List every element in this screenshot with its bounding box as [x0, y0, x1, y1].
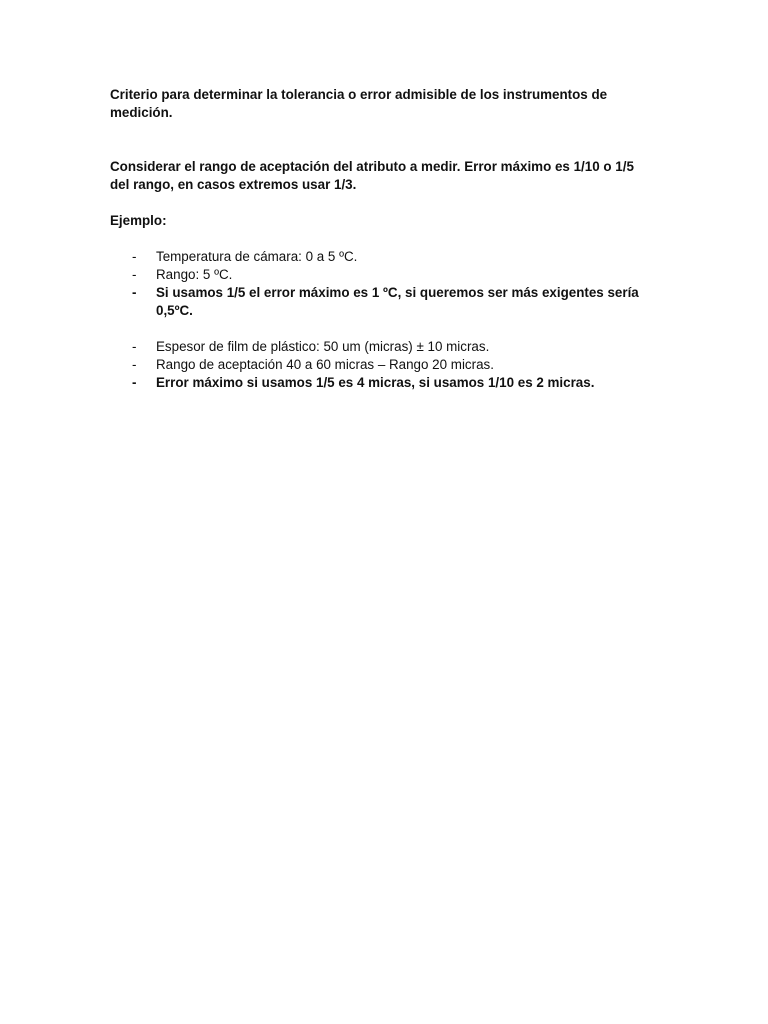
list-item-text: Error máximo si usamos 1/5 es 4 micras, si usamos 1/10 es 2 micras.: [156, 375, 595, 390]
example-list-film: [110, 338, 655, 392]
list-item-text: Espesor de film de plástico: 50 um (micras) ± 10 micras.: [156, 339, 490, 354]
intro-paragraph: Considerar el rango de aceptación del atributo a medir. Error máximo es 1/10 o 1/5 del rango, en casos extremos usar 1/3.: [110, 159, 634, 192]
list-item-text: Temperatura de cámara: 0 a 5 ºC.: [156, 249, 358, 264]
list-item: [110, 248, 655, 266]
bullet-dash: -: [132, 267, 137, 282]
list-item-text: Rango: 5 ºC.: [156, 267, 233, 282]
bullet-dash: -: [132, 249, 137, 264]
bullet-dash: -: [132, 375, 137, 390]
list-item: [110, 338, 655, 356]
list-item: [110, 356, 655, 374]
document-content: [110, 86, 655, 392]
spacer: [110, 230, 655, 248]
spacer: [110, 320, 655, 338]
bullet-dash: -: [132, 357, 137, 372]
list-item-text: Si usamos 1/5 el error máximo es 1 ºC, si queremos ser más exigentes sería 0,5ºC.: [156, 285, 639, 318]
document-title: Criterio para determinar la tolerancia o error admisible de los instrumentos de medición.: [110, 87, 608, 120]
example-list-temperature: [110, 248, 655, 320]
list-item-text: Rango de aceptación 40 a 60 micras – Rango 20 micras.: [156, 357, 494, 372]
list-item: [110, 374, 655, 392]
list-item: [110, 266, 655, 284]
list-item: [110, 284, 655, 320]
bullet-dash: -: [132, 339, 137, 354]
example-label: Ejemplo:: [110, 213, 167, 228]
bullet-dash: -: [132, 285, 137, 300]
spacer: [110, 122, 655, 158]
spacer: [110, 194, 655, 212]
